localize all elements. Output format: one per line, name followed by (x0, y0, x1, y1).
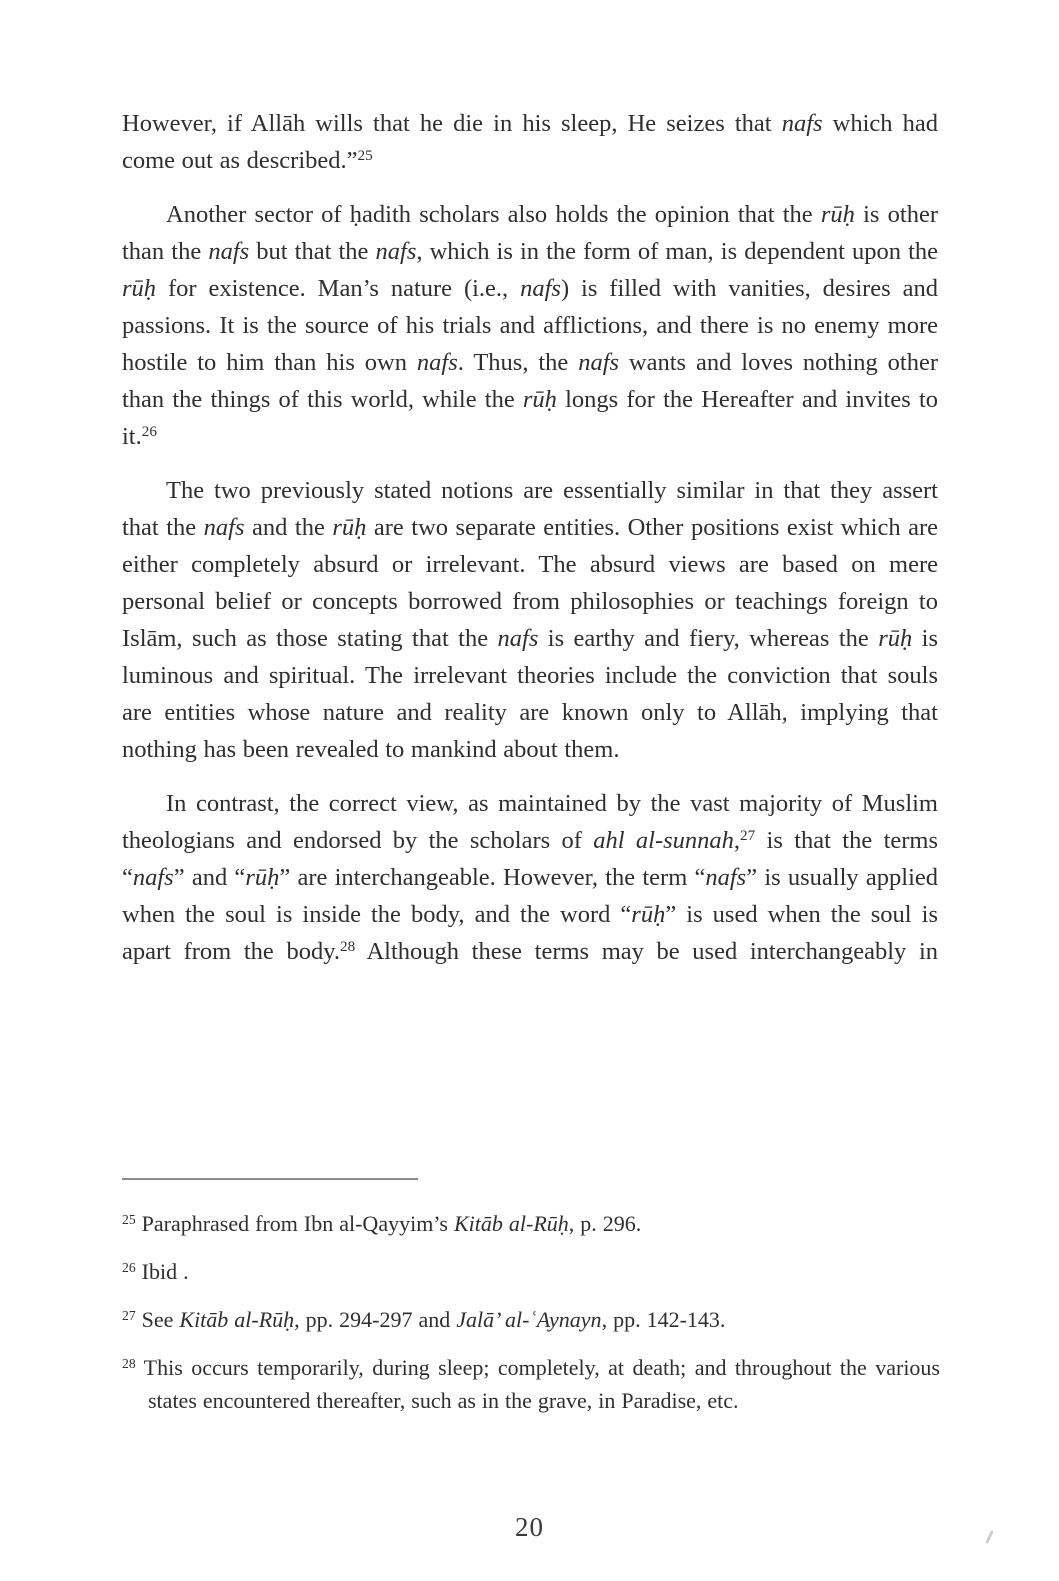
footnote-25: $^{25}$ Paraphrased from Ibn al-Qayyim’s Kitāb al-Rūḥ, p. 296. (122, 1211, 642, 1236)
page-number: 20 (515, 1512, 544, 1542)
footnote-28: $^{28}$ This occurs temporarily, during sleep; completely, at death; and throughout the various states encountered thereafter, such as in the grave, in Paradise, etc. (122, 1355, 940, 1413)
footnotes-section (122, 1178, 940, 1432)
footnote-27: $^{27}$ See Kitāb al-Rūḥ, pp. 294-297 and Jalā’ al-ʿAynayn, pp. 142-143. (122, 1307, 726, 1332)
paragraph-hadith-scholars: Another sector of ḥadith scholars also holds the opinion that the rūḥ is other than the nafs but that the nafs, which is in the form of man, is dependent upon the rūḥ for existence. Man’s nature (i.e., nafs) is filled with vanities, desires and passions. It is the source of his trials and afflictions, and there is no enemy more hostile to him than his own nafs. Thus, the nafs wants and loves nothing other than the things of this world, while the rūḥ longs for the Hereafter and invites to it.$^{26}$ (122, 201, 939, 450)
paragraph-two-notions: The two previously stated notions are essentially similar in that they assert that the nafs and the rūḥ are two separate entities. Other positions exist which are either completely absurd or irrelevant. The absurd views are based on mere personal belief or concepts borrowed from philosophies or teachings foreign to Islām, such as those stating that the nafs is earthy and fiery, whereas the rūḥ is luminous and spiritual. The irrelevant theories include the conviction that souls are entities whose nature and reality are known only to Allāh, implying that nothing has been revealed to mankind about them. (122, 477, 938, 763)
footnote-divider (122, 1178, 418, 1180)
paragraph-correct-view: In contrast, the correct view, as maintained by the vast majority of Muslim theologians and endorsed by the scholars of ahl al-sunnah,$^{27}$ is that the terms “nafs” and “rūḥ” are interchangeable. However, the term “nafs” is usually applied when the soul is inside the body, and the word “rūḥ” is used when the soul is apart from the body.$^{28}$ Although these terms may be used interchangeably in (122, 790, 939, 965)
paragraph-quote-continuation: However, if Allāh wills that he die in his sleep, He seizes that nafs which had come out as described.”$^{25}$ (122, 110, 939, 174)
footnote-26: $^{26}$ Ibid . (122, 1259, 189, 1284)
main-text-block (122, 105, 938, 987)
